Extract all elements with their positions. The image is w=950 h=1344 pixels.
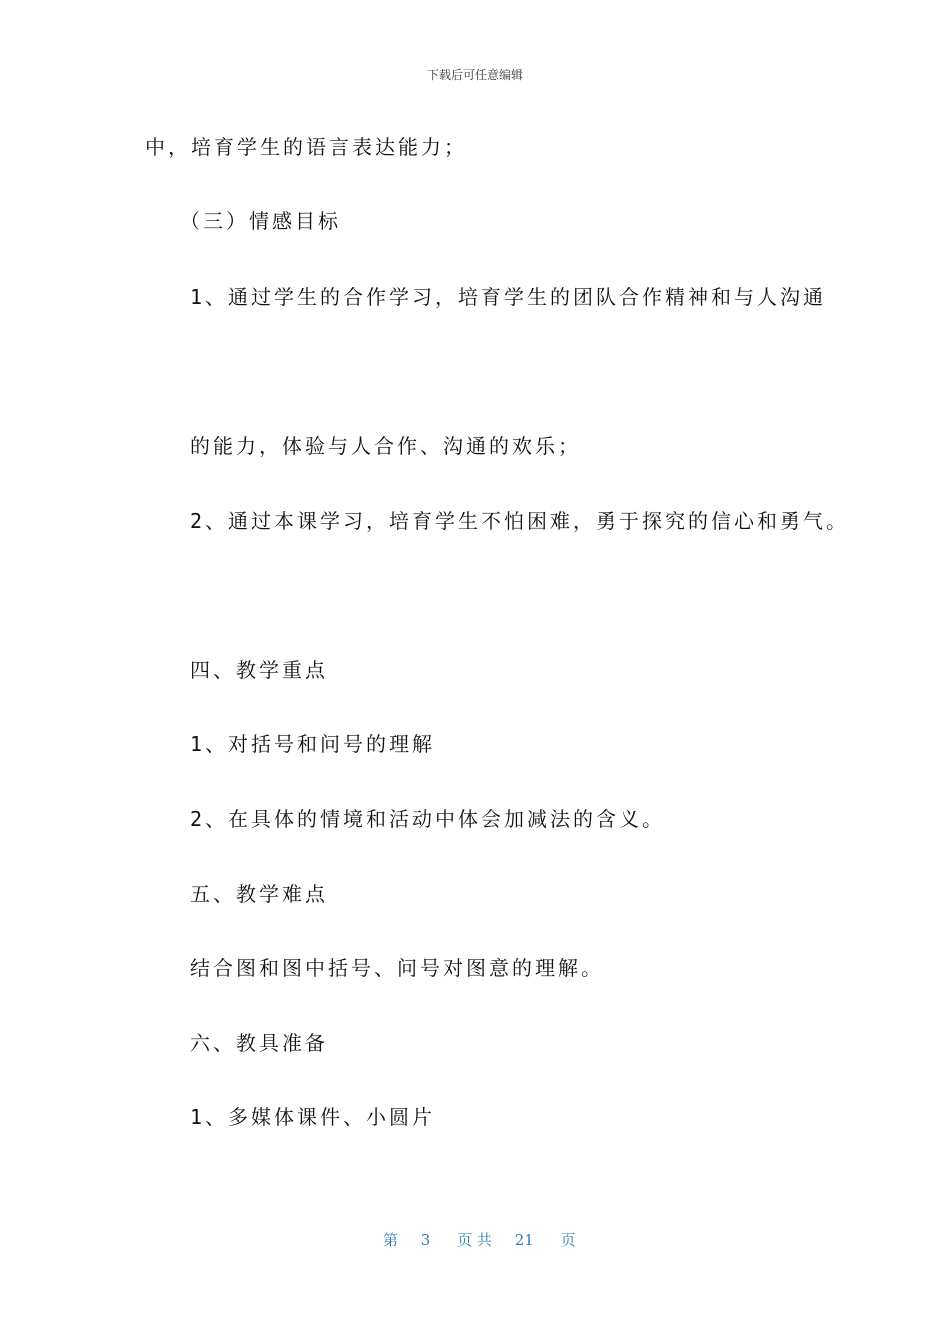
section-heading-key-points: 四、教学重点 (190, 658, 328, 682)
text-line-5: 2、通过本课学习，培育学生不怕困难，勇于探究的信心和勇气。 (190, 509, 850, 533)
footer-suffix: 页 (560, 1231, 576, 1249)
text-line-12: 1、多媒体课件、小圆片 (190, 1105, 436, 1129)
section-heading-materials: 六、教具准备 (190, 1031, 328, 1055)
footer-page-number: 3 (420, 1231, 431, 1249)
text-line-1: 中，培育学生的语言表达能力； (145, 135, 467, 159)
page-header: 下载后可任意编辑 (426, 68, 523, 82)
footer-middle: 页 共 (457, 1231, 492, 1249)
footer-total-pages: 21 (514, 1231, 534, 1249)
text-line-10: 结合图和图中括号、问号对图意的理解。 (190, 956, 604, 980)
page-footer (383, 1229, 576, 1250)
text-line-8: 2、在具体的情境和活动中体会加减法的含义。 (190, 807, 666, 831)
text-line-7: 1、对括号和问号的理解 (190, 732, 436, 756)
text-line-4: 的能力，体验与人合作、沟通的欢乐； (190, 434, 581, 458)
footer-prefix: 第 (383, 1231, 399, 1249)
section-heading-emotional-goals: （三）情感目标 (180, 209, 341, 233)
text-line-3: 1、通过学生的合作学习，培育学生的团队合作精神和与人沟通 (190, 285, 827, 309)
section-heading-difficulties: 五、教学难点 (190, 882, 328, 906)
